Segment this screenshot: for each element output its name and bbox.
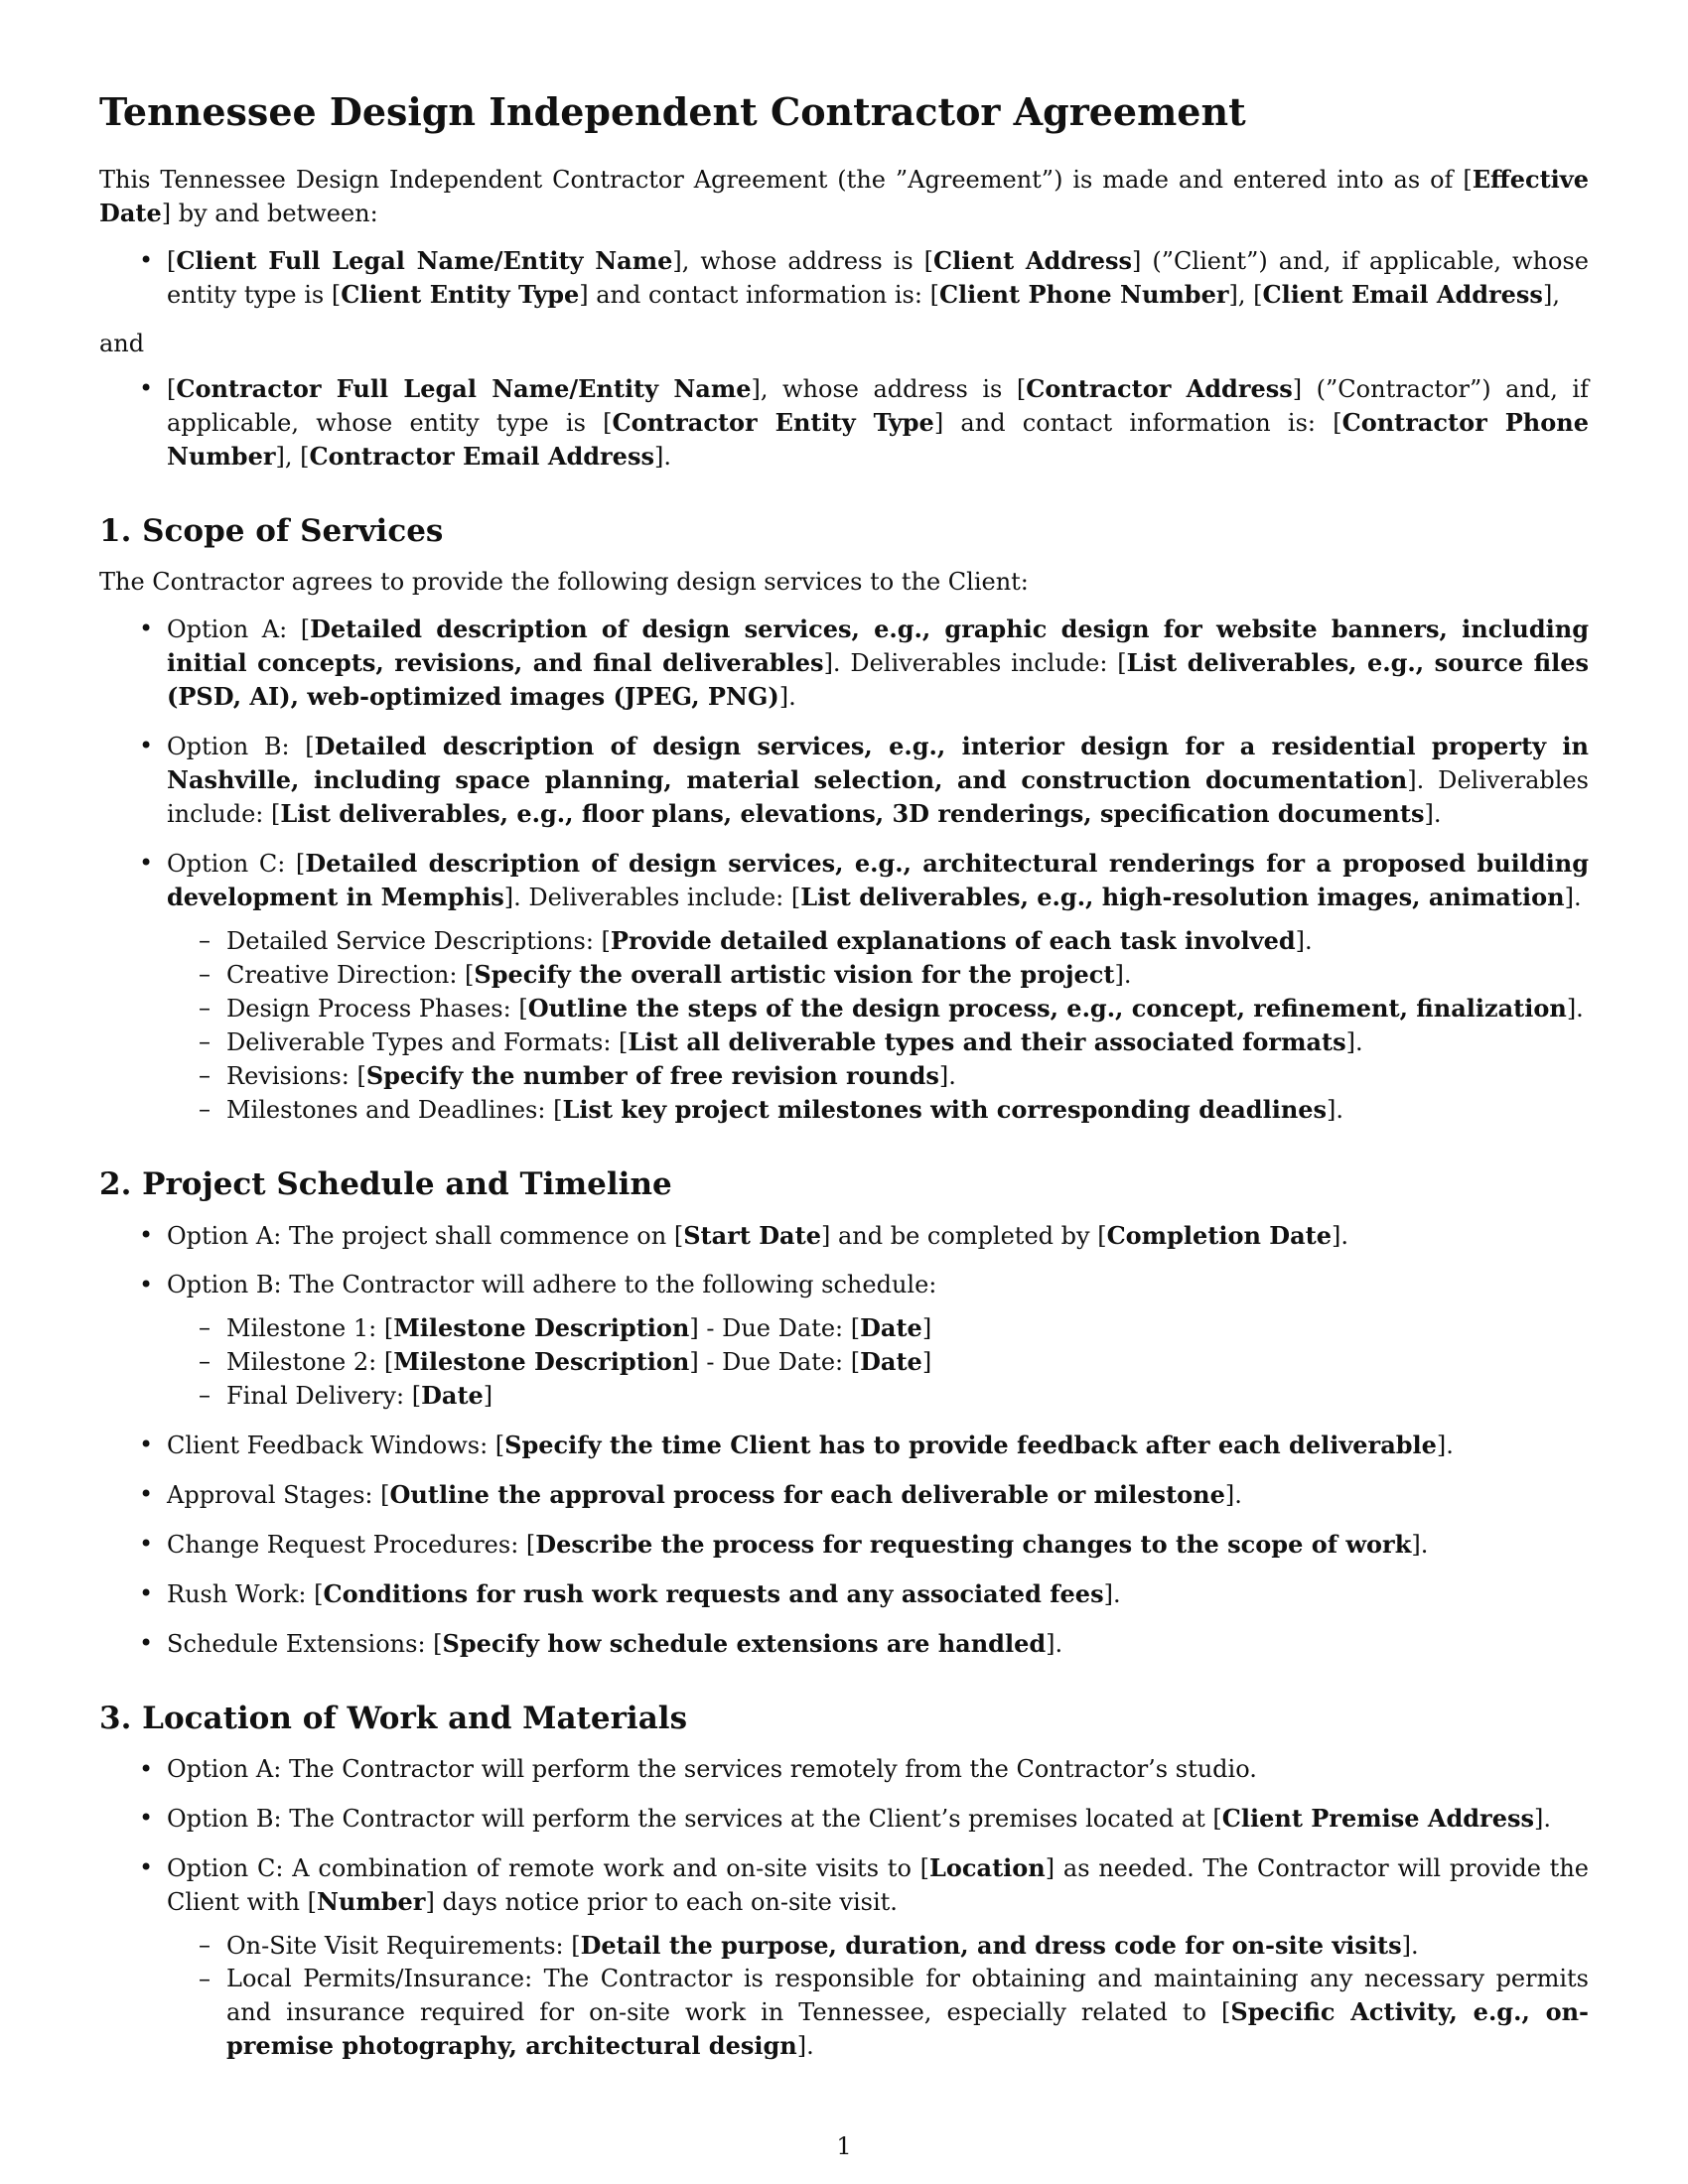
text: ]. Deliverables include: [ xyxy=(503,883,801,911)
scope-option-c xyxy=(99,847,1589,1127)
list-item xyxy=(167,958,1589,992)
text: ] (”Client”) and, if applicable, whose entity type is [ xyxy=(167,246,1589,309)
text: [ xyxy=(167,246,177,275)
document-page xyxy=(99,89,1589,2079)
section-heading-schedule: 2. Project Schedule and Timeline xyxy=(99,1165,672,1202)
text: ]. xyxy=(1564,883,1582,911)
text: Change Request Procedures: [ xyxy=(167,1530,536,1559)
placeholder: List all deliverable types and their associated formats xyxy=(628,1026,1346,1056)
list-item xyxy=(99,1478,1589,1512)
text: ] and contact information is: [ xyxy=(933,408,1342,437)
location-list xyxy=(99,1753,1589,2063)
text: ] (”Contractor”) and, if applicable, whose entity type is [ xyxy=(167,374,1589,437)
list-item xyxy=(167,1929,1589,1963)
placeholder: Date xyxy=(860,1346,922,1376)
list-item xyxy=(167,924,1589,958)
placeholder: List deliverables, e.g., floor plans, elevations, 3D renderings, specification documents xyxy=(280,798,1425,828)
client-phone-placeholder: Client Phone Number xyxy=(938,279,1229,309)
text: ]. xyxy=(1103,1579,1121,1608)
text: ]. xyxy=(1401,1932,1419,1961)
text: Client Feedback Windows: [ xyxy=(167,1431,505,1459)
text: ]. xyxy=(1436,1431,1454,1459)
text: Approval Stages: [ xyxy=(167,1480,390,1509)
client-address-placeholder: Client Address xyxy=(933,245,1133,275)
and-connector: and xyxy=(99,329,145,357)
list-item xyxy=(99,1577,1589,1611)
text: ]. xyxy=(796,2032,814,2061)
client-party-item xyxy=(99,244,1589,312)
effective-date-placeholder: Effective Date xyxy=(99,164,1589,227)
text: ] xyxy=(483,1381,493,1410)
placeholder: Detailed description of design services, e.g., graphic design for website banners, including initial concepts, revisions, and final deliverables xyxy=(167,614,1589,677)
placeholder: List key project milestones with corresponding deadlines xyxy=(562,1094,1328,1124)
location-option-c xyxy=(99,1851,1589,2063)
milestone-item xyxy=(167,1311,1589,1345)
text: Deliverable Types and Formats: [ xyxy=(226,1027,629,1056)
placeholder: Conditions for rush work requests and any associated fees xyxy=(323,1578,1104,1608)
placeholder: Outline the approval process for each deliverable or milestone xyxy=(389,1479,1225,1509)
contractor-email-placeholder: Contractor Email Address xyxy=(309,441,654,471)
contractor-phone-placeholder: Contractor Phone Number xyxy=(167,407,1589,471)
text: ] - Due Date: [ xyxy=(689,1347,861,1376)
text: Revisions: [ xyxy=(226,1061,366,1090)
intro-paragraph xyxy=(99,163,1589,230)
placeholder: Specify the number of free revision rounds xyxy=(365,1060,939,1090)
text: Option A: The project shall commence on [ xyxy=(167,1221,684,1250)
placeholder: Specify how schedule extensions are handled xyxy=(442,1628,1047,1658)
text: Option B: The Contractor will adhere to the following schedule: xyxy=(167,1270,937,1298)
number-placeholder: Number xyxy=(316,1887,426,1917)
text: ] xyxy=(921,1347,932,1376)
client-name-placeholder: Client Full Legal Name/Entity Name xyxy=(176,245,673,275)
text: ], whose address is [ xyxy=(751,374,1027,403)
text: ]. xyxy=(1224,1480,1242,1509)
scope-option-a xyxy=(99,613,1589,714)
text: Milestone 1: [ xyxy=(226,1313,394,1342)
text: Option A: [ xyxy=(167,614,311,643)
text: ]. xyxy=(1114,960,1132,989)
placeholder: Describe the process for requesting changes to the scope of work xyxy=(535,1529,1412,1559)
text: Detailed Service Descriptions: [ xyxy=(226,926,611,955)
text: ] days notice prior to each on-site visit. xyxy=(425,1888,898,1917)
contractor-party-item xyxy=(99,372,1589,474)
placeholder: List deliverables, e.g., source files (PSD, AI), web-optimized images (JPEG, PNG) xyxy=(167,647,1590,711)
start-date-placeholder: Start Date xyxy=(683,1220,821,1250)
text: ] as needed. The Contractor will provide the Client with [ xyxy=(167,1854,1589,1917)
contractor-entity-type-placeholder: Contractor Entity Type xyxy=(612,407,934,437)
placeholder: Date xyxy=(860,1312,922,1342)
milestone-item xyxy=(167,1345,1589,1379)
text: Milestone 2: [ xyxy=(226,1347,394,1376)
placeholder: Provide detailed explanations of each task involved xyxy=(610,925,1296,955)
placeholder: Detailed description of design services, e.g., interior design for a residential property in Nashville, including space planning, material selection, and construction documentation xyxy=(167,731,1589,794)
text: ], whose address is [ xyxy=(672,246,934,275)
text: Option B: The Contractor will perform the services at the Client’s premises located at [ xyxy=(167,1805,1222,1834)
text: ] - Due Date: [ xyxy=(689,1313,861,1342)
text: Local Permits/Insurance: The Contractor is responsible for obtaining and maintaining any necessary permits and insurance required for on-site work in Tennessee, especially related to [ xyxy=(226,1965,1589,2027)
intro-text: This Tennessee Design Independent Contractor Agreement (the ”Agreement”) is made and entered into as of [ xyxy=(99,165,1473,194)
placeholder: List deliverables, e.g., high-resolution images, animation xyxy=(800,882,1565,911)
text: ]. xyxy=(1295,926,1313,955)
text: Rush Work: [ xyxy=(167,1579,324,1608)
final-delivery-item xyxy=(167,1379,1589,1413)
client-email-placeholder: Client Email Address xyxy=(1262,279,1543,309)
placeholder: Milestone Description xyxy=(393,1346,690,1376)
placeholder: Milestone Description xyxy=(393,1312,690,1342)
placeholder: Specify the overall artistic vision for the project xyxy=(474,959,1115,989)
text: ]. xyxy=(778,682,796,711)
text: ]. xyxy=(653,442,671,471)
contractor-party-list xyxy=(99,372,1589,474)
placeholder: Outline the steps of the design process, e.g., concept, refinement, finalization xyxy=(527,993,1567,1023)
placeholder: Specific Activity, e.g., on-premise photography, architectural design xyxy=(226,1997,1589,2061)
placeholder: Date xyxy=(421,1380,484,1410)
contractor-name-placeholder: Contractor Full Legal Name/Entity Name xyxy=(176,373,752,403)
placeholder: Specify the time Client has to provide feedback after each deliverable xyxy=(504,1430,1437,1459)
client-entity-type-placeholder: Client Entity Type xyxy=(341,279,580,309)
text: [ xyxy=(167,374,177,403)
intro-text: ] by and between: xyxy=(161,199,378,227)
milestone-list xyxy=(167,1311,1589,1413)
completion-date-placeholder: Completion Date xyxy=(1106,1220,1332,1250)
document-title: Tennessee Design Independent Contractor Agreement xyxy=(99,89,1246,134)
text: ]. xyxy=(938,1061,956,1090)
text: Schedule Extensions: [ xyxy=(167,1629,443,1658)
text: ], xyxy=(1542,280,1560,309)
text: Milestones and Deadlines: [ xyxy=(226,1095,563,1124)
text: ]. Deliverables include: [ xyxy=(823,648,1127,677)
scope-options-list xyxy=(99,613,1589,1127)
text: ]. xyxy=(1566,994,1584,1023)
text: Option B: [ xyxy=(167,732,315,760)
text: Design Process Phases: [ xyxy=(226,994,528,1023)
placeholder: Detail the purpose, duration, and dress code for on-site visits xyxy=(580,1931,1402,1961)
text: ] and contact information is: [ xyxy=(579,280,939,309)
scope-intro: The Contractor agrees to provide the following design services to the Client: xyxy=(99,567,1029,596)
scope-option-b xyxy=(99,730,1589,831)
location-option-b xyxy=(99,1802,1589,1836)
list-item xyxy=(99,1429,1589,1462)
list-item xyxy=(167,1025,1589,1059)
placeholder: Detailed description of design services, e.g., architectural renderings for a proposed building development in Memphis xyxy=(167,848,1590,911)
section-heading-location: 3. Location of Work and Materials xyxy=(99,1700,688,1736)
schedule-option-b xyxy=(99,1269,1589,1413)
text: On-Site Visit Requirements: [ xyxy=(226,1932,581,1961)
text: ]. xyxy=(1046,1629,1063,1658)
list-item xyxy=(99,1627,1589,1661)
text: ]. xyxy=(1327,1095,1344,1124)
text: Final Delivery: [ xyxy=(226,1381,422,1410)
location-option-a: • Option A: The Contractor will perform the services remotely from the Contractor’s studio. xyxy=(99,1753,1589,1786)
list-item xyxy=(167,1059,1589,1093)
list-item xyxy=(167,1963,1589,2063)
text: Option C: A combination of remote work and on-site visits to [ xyxy=(167,1854,930,1883)
list-item xyxy=(167,992,1589,1025)
list-item xyxy=(99,1528,1589,1562)
page-number: 1 xyxy=(836,2132,852,2160)
section-heading-scope: 1. Scope of Services xyxy=(99,512,444,549)
location-placeholder: Location xyxy=(929,1853,1046,1883)
schedule-list xyxy=(99,1219,1589,1661)
text: Option C: [ xyxy=(167,849,306,878)
text: ], [ xyxy=(275,442,310,471)
schedule-option-a xyxy=(99,1219,1589,1253)
text: Creative Direction: [ xyxy=(226,960,475,989)
text: ], [ xyxy=(1228,280,1263,309)
text: ]. xyxy=(1534,1805,1551,1834)
text: ]. xyxy=(1411,1530,1429,1559)
text: ]. xyxy=(1331,1221,1348,1250)
text: ]. xyxy=(1345,1027,1363,1056)
contractor-address-placeholder: Contractor Address xyxy=(1026,373,1293,403)
text: ]. Deliverables include: [ xyxy=(167,765,1589,828)
client-party-list xyxy=(99,244,1589,312)
list-item xyxy=(167,1093,1589,1127)
location-sub-list xyxy=(167,1929,1589,2063)
scope-sub-list xyxy=(167,924,1589,1127)
client-premise-address-placeholder: Client Premise Address xyxy=(1221,1804,1534,1834)
text: ] xyxy=(921,1313,932,1342)
text: ]. xyxy=(1424,799,1442,828)
text: ] and be completed by [ xyxy=(820,1221,1107,1250)
